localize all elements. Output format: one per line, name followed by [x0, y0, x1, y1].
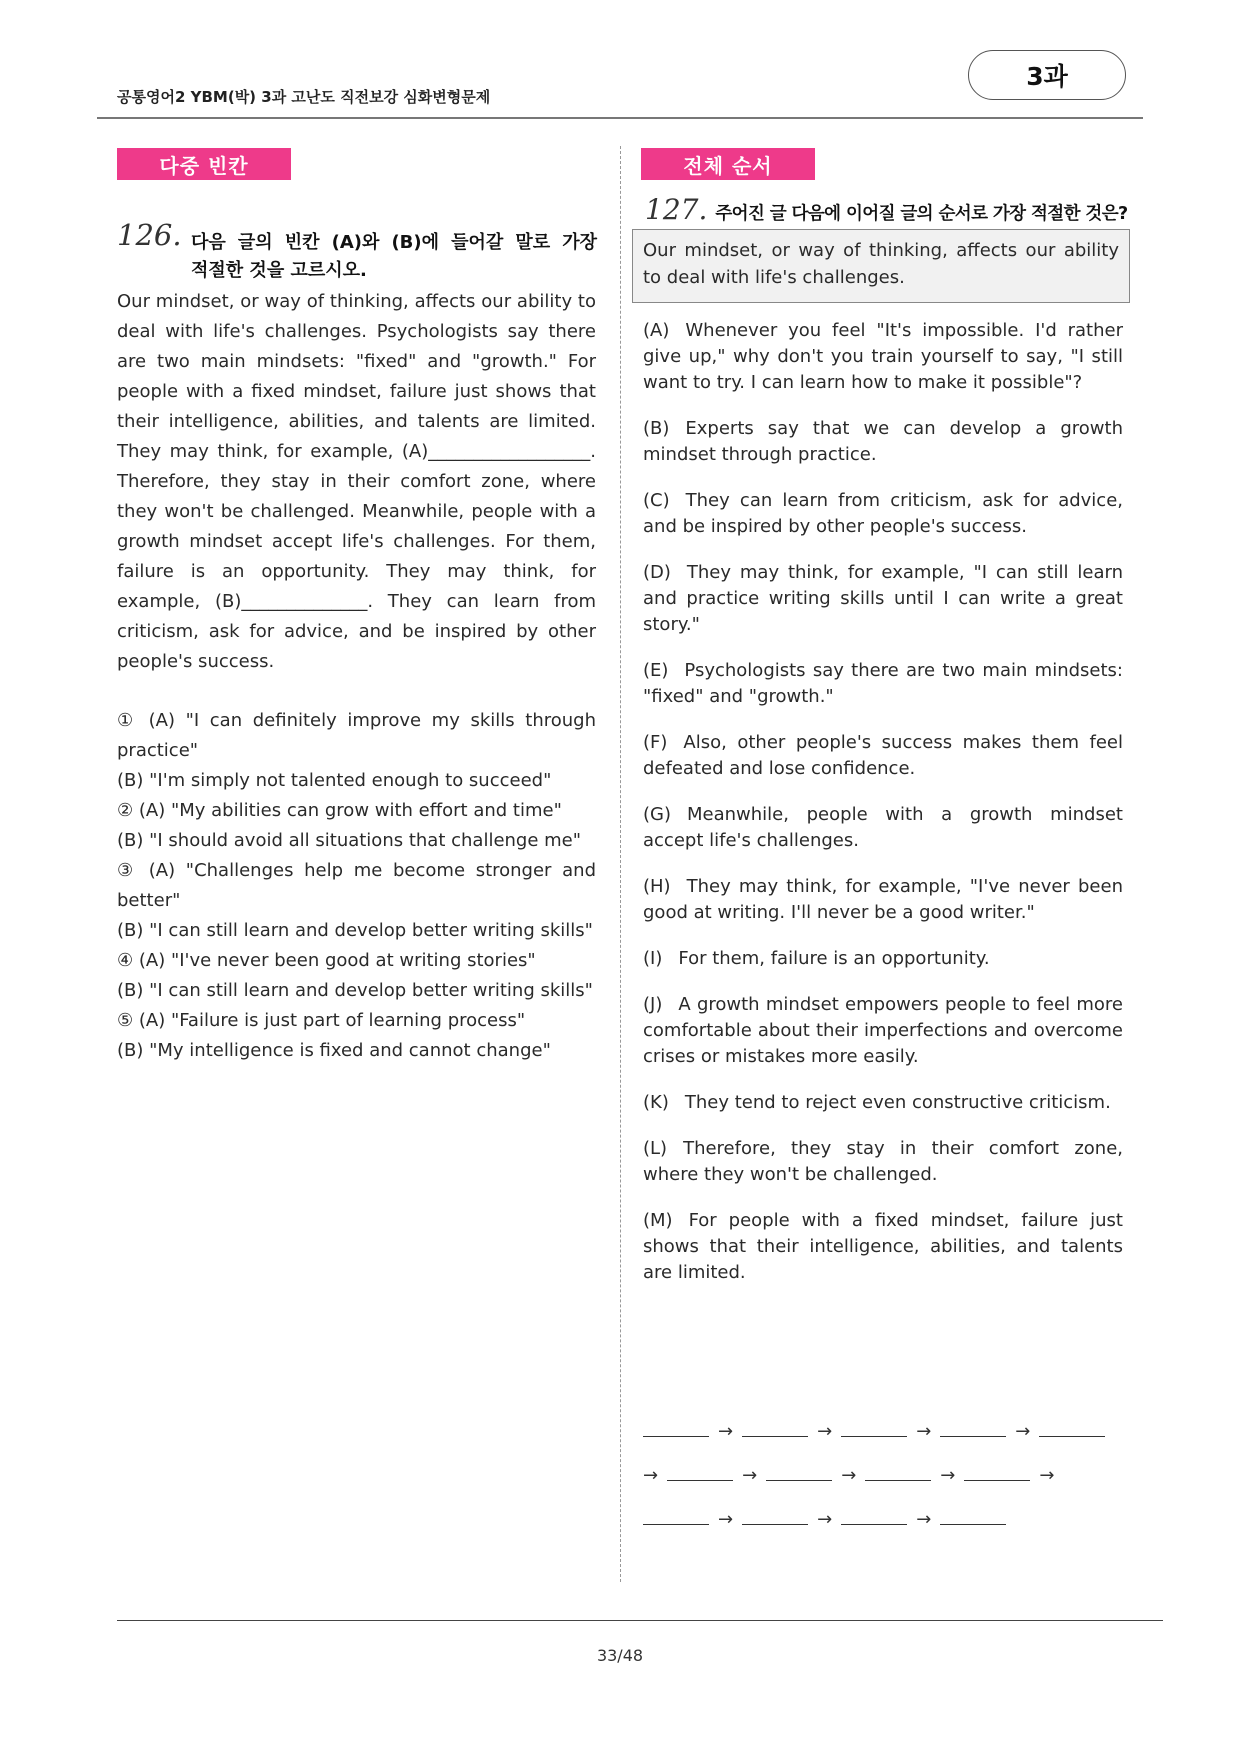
given-sentence-box: Our mindset, or way of thinking, affects our ability to deal with life's challenges.: [632, 229, 1130, 303]
question-prompt-line2: 적절한 것을 고르시오.: [191, 260, 367, 281]
item-text: A growth mindset empowers people to feel more comfortable about their imperfections and overcome crises or mistakes more easily.: [643, 994, 1123, 1067]
question-number: 127.: [645, 193, 708, 226]
order-item-a: [643, 318, 1123, 396]
arrow-glyph: →: [643, 1465, 659, 1486]
answer-row-3: [643, 1506, 1123, 1550]
arrow-glyph: →: [718, 1509, 734, 1530]
answer-blank[interactable]: [643, 1418, 709, 1437]
answer-blank[interactable]: [742, 1418, 808, 1437]
column-divider: [620, 146, 621, 1582]
item-text: Experts say that we can develop a growth mindset through practice.: [643, 418, 1123, 465]
item-label: (I): [643, 948, 663, 969]
order-item-j: [643, 992, 1123, 1070]
option-line[interactable]: (B) "I can still learn and develop better writing skills": [117, 920, 593, 941]
arrow-glyph: →: [916, 1421, 932, 1442]
order-item-k: [643, 1090, 1123, 1116]
option-line[interactable]: (B) "I can still learn and develop better writing skills": [117, 980, 593, 1001]
option-line[interactable]: ④ (A) "I've never been good at writing stories": [117, 950, 536, 971]
section-tag-multiple-blanks: 다중 빈칸: [117, 148, 291, 180]
item-label: (H): [643, 876, 671, 897]
item-text: For people with a fixed mindset, failure just shows that their intelligence, abilities, and talents are limited.: [643, 1210, 1123, 1283]
item-text: Also, other people's success makes them feel defeated and lose confidence.: [643, 732, 1123, 779]
arrow-glyph: →: [940, 1465, 956, 1486]
item-label: (J): [643, 994, 663, 1015]
item-text: Meanwhile, people with a growth mindset accept life's challenges.: [643, 804, 1123, 851]
answer-blank[interactable]: [766, 1462, 832, 1481]
lesson-badge: 3과: [968, 50, 1126, 100]
header-divider: [97, 117, 1143, 119]
answer-blank[interactable]: [964, 1462, 1030, 1481]
item-label: (B): [643, 418, 670, 439]
arrow-glyph: →: [817, 1421, 833, 1442]
answer-row-2: [643, 1462, 1123, 1506]
item-text: They tend to reject even constructive criticism.: [684, 1092, 1111, 1113]
answer-blank[interactable]: [742, 1506, 808, 1525]
option-line[interactable]: (B) "I should avoid all situations that challenge me": [117, 830, 582, 851]
option-line[interactable]: ⑤ (A) "Failure is just part of learning process": [117, 1010, 526, 1031]
answer-row-1: [643, 1418, 1123, 1462]
answer-blank[interactable]: [643, 1506, 709, 1525]
order-item-g: [643, 802, 1123, 854]
order-item-d: [643, 560, 1123, 638]
item-text: They can learn from criticism, ask for advice, and be inspired by other people's success.: [643, 490, 1123, 537]
arrow-glyph: →: [841, 1465, 857, 1486]
option-line[interactable]: ① (A) "I can definitely improve my skills through practice": [117, 710, 596, 761]
answer-blank[interactable]: [841, 1418, 907, 1437]
question-126-passage: [117, 287, 596, 677]
option-line[interactable]: (B) "I'm simply not talented enough to succeed": [117, 770, 552, 791]
item-text: They may think, for example, "I can still learn and practice writing skills until I can write a great story.": [643, 562, 1123, 635]
order-item-l: [643, 1136, 1123, 1188]
item-label: (G): [643, 804, 671, 825]
option-line[interactable]: ② (A) "My abilities can grow with effort and time": [117, 800, 562, 821]
footer-divider: [117, 1620, 1163, 1621]
order-item-h: [643, 874, 1123, 926]
document-title: 공통영어2 YBM(박) 3과 고난도 직전보강 심화변형문제: [117, 88, 491, 106]
question-prompt-line1: 다음 글의 빈칸 (A)와 (B)에 들어갈 말로 가장: [191, 232, 597, 253]
page-number: 33/48: [596, 1646, 644, 1665]
question-126-options: [117, 706, 596, 1066]
item-label: (D): [643, 562, 671, 583]
option-line[interactable]: (B) "My intelligence is fixed and cannot change": [117, 1040, 551, 1061]
order-items: [643, 318, 1123, 1286]
order-item-b: [643, 416, 1123, 468]
answer-blank[interactable]: [667, 1462, 733, 1481]
passage-text: Our mindset, or way of thinking, affects our ability to deal with life's challenges. Psychologists say there are two main mindsets: "fixed" and "growth." For people with a fixed mindset, failure just shows that their intelligence, abilities, and talents are limited. They may think, for example, (A)__________________. Therefore, they stay in their comfort zone, where they won't be challenged. Meanwhile, people with a growth mindset accept life's challenges. For them, failure is an opportunity. They may think, for example, (B)______________. They can learn from criticism, ask for advice, and be inspired by other people's success.: [117, 291, 596, 672]
order-item-f: [643, 730, 1123, 782]
item-text: Therefore, they stay in their comfort zone, where they won't be challenged.: [643, 1138, 1123, 1185]
arrow-glyph: →: [1039, 1465, 1055, 1486]
order-item-m: [643, 1208, 1123, 1286]
item-label: (C): [643, 490, 670, 511]
item-text: Psychologists say there are two main mindsets: "fixed" and "growth.": [643, 660, 1123, 707]
arrow-glyph: →: [817, 1509, 833, 1530]
item-text: They may think, for example, "I've never been good at writing. I'll never be a good writer.": [643, 876, 1123, 923]
answer-blank[interactable]: [865, 1462, 931, 1481]
item-label: (L): [643, 1138, 668, 1159]
answer-blank[interactable]: [841, 1506, 907, 1525]
arrow-glyph: →: [916, 1509, 932, 1530]
question-number: 126.: [117, 218, 182, 252]
option-line[interactable]: ③ (A) "Challenges help me become stronger and better": [117, 860, 596, 911]
order-item-i: [643, 946, 1123, 972]
question-127-header: [645, 193, 1128, 226]
answer-sequence-lines: [643, 1418, 1123, 1550]
answer-blank[interactable]: [940, 1506, 1006, 1525]
arrow-glyph: →: [742, 1465, 758, 1486]
answer-blank[interactable]: [1039, 1418, 1105, 1437]
item-label: (E): [643, 660, 669, 681]
question-prompt: 주어진 글 다음에 이어질 글의 순서로 가장 적절한 것은?: [715, 204, 1128, 224]
item-text: Whenever you feel "It's impossible. I'd rather give up," why don't you train yourself to say, "I still want to try. I can learn how to make it possible"?: [643, 320, 1123, 393]
section-tag-full-order: 전체 순서: [641, 148, 815, 180]
item-text: For them, failure is an opportunity.: [678, 948, 990, 969]
item-label: (M): [643, 1210, 673, 1231]
arrow-glyph: →: [718, 1421, 734, 1442]
order-item-e: [643, 658, 1123, 710]
arrow-glyph: →: [1015, 1421, 1031, 1442]
item-label: (A): [643, 320, 670, 341]
item-label: (F): [643, 732, 668, 753]
answer-blank[interactable]: [940, 1418, 1006, 1437]
item-label: (K): [643, 1092, 669, 1113]
order-item-c: [643, 488, 1123, 540]
